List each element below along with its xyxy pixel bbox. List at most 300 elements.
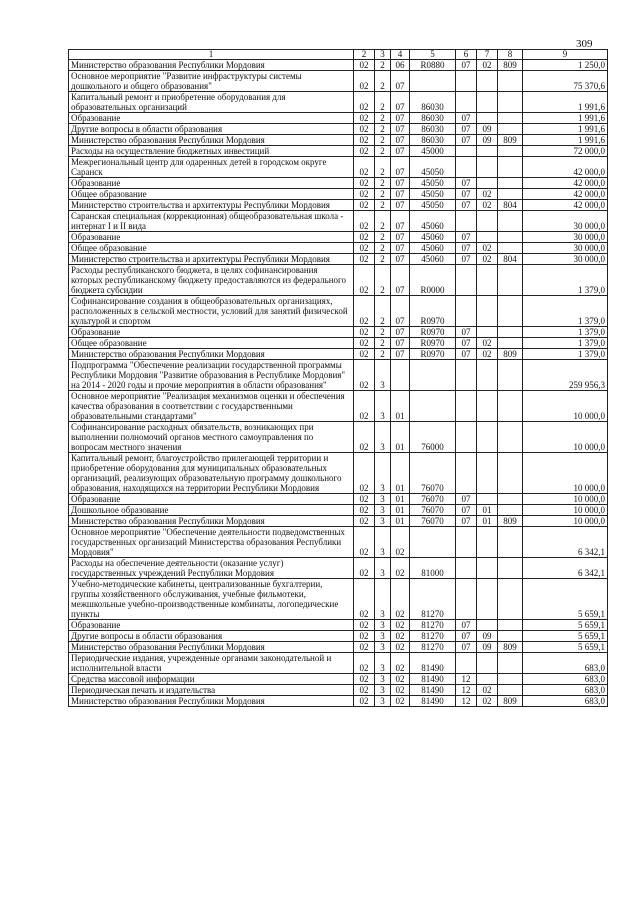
amount-cell: 10 000,0 [523,516,608,527]
code-cell: 02 [354,505,375,516]
code-cell: 01 [391,391,410,422]
subsection-cell: 09 [477,124,498,135]
item-name-cell: Министерство образования Республики Мордовия [69,60,354,71]
code-cell: 02 [354,92,375,113]
amount-cell: 1 379,0 [523,265,608,296]
target-code-cell: 45060 [410,211,456,232]
subsection-cell [477,494,498,505]
item-name-cell: Периодические издания, учрежденные органами законодательной и исполнительной власти [69,653,354,674]
target-code-cell: 81490 [410,685,456,696]
code-cell: 3 [375,620,391,631]
ministry-code-cell [498,232,523,243]
item-name-cell: Учебно-методические кабинеты, централизованные бухгалтерии, группы хозяйственного обслуживания, учебные фильмотеки, межшкольные учебно-производственные комбинаты, логопедические пункты [69,579,354,620]
item-name-cell: Расходы республиканского бюджета, в целях софинансирования которых республиканскому бюджету предоставляются из федерального бюджета субсидии [69,265,354,296]
column-header: 4 [391,50,410,60]
code-cell: 07 [391,327,410,338]
code-cell: 2 [375,296,391,327]
code-cell: 02 [354,579,375,620]
amount-cell: 10 000,0 [523,391,608,422]
table-row [69,265,608,296]
target-code-cell: 76070 [410,453,456,494]
section-cell: 12 [456,685,477,696]
amount-cell: 1 379,0 [523,296,608,327]
ministry-code-cell [498,124,523,135]
section-cell: 07 [456,200,477,211]
column-header: 7 [477,50,498,60]
code-cell: 02 [354,631,375,642]
code-cell: 2 [375,338,391,349]
ministry-code-cell [498,505,523,516]
code-cell: 02 [354,527,375,558]
code-cell: 07 [391,135,410,146]
code-cell: 02 [391,558,410,579]
code-cell: 02 [354,516,375,527]
item-name-cell: Общее образование [69,189,354,200]
subsection-cell: 09 [477,135,498,146]
table-row [69,135,608,146]
subsection-cell: 02 [477,200,498,211]
target-code-cell: 81490 [410,696,456,707]
code-cell: 02 [354,685,375,696]
code-cell: 3 [375,558,391,579]
ministry-code-cell [498,360,523,391]
item-name-cell: Основное мероприятие "Реализация механизмов оценки и обеспечения качества образования в соответствии с государственными образовательными стандартами" [69,391,354,422]
ministry-code-cell [498,391,523,422]
section-cell: 07 [456,516,477,527]
ministry-code-cell [498,157,523,178]
ministry-code-cell: 809 [498,696,523,707]
subsection-cell [477,92,498,113]
code-cell: 3 [375,505,391,516]
code-cell: 3 [375,653,391,674]
table-row [69,494,608,505]
table-row [69,579,608,620]
subsection-cell [477,113,498,124]
table-row [69,527,608,558]
code-cell: 02 [354,349,375,360]
target-code-cell: 45060 [410,243,456,254]
code-cell: 02 [354,338,375,349]
code-cell: 3 [375,516,391,527]
table-row [69,631,608,642]
subsection-cell: 02 [477,243,498,254]
code-cell: 3 [375,674,391,685]
item-name-cell: Министерство строительства и архитектуры Республики Мордовия [69,200,354,211]
item-name-cell: Образование [69,620,354,631]
section-cell [456,453,477,494]
section-cell [456,71,477,92]
section-cell [456,92,477,113]
target-code-cell: 76070 [410,494,456,505]
table-row [69,92,608,113]
code-cell: 02 [354,200,375,211]
item-name-cell: Капитальный ремонт, благоустройство прилегающей территории и приобретение оборудования для муниципальных образовательных организаций, реализующих образовательную программу дошкольного образования, находящихся на территории Республики Мордовия [69,453,354,494]
code-cell: 07 [391,146,410,157]
subsection-cell [477,453,498,494]
ministry-code-cell [498,243,523,254]
section-cell: 07 [456,243,477,254]
code-cell: 3 [375,453,391,494]
amount-cell: 10 000,0 [523,494,608,505]
section-cell: 07 [456,620,477,631]
subsection-cell [477,674,498,685]
item-name-cell: Министерство образования Республики Мордовия [69,642,354,653]
code-cell: 02 [354,327,375,338]
table-row [69,642,608,653]
subsection-cell [477,360,498,391]
table-row [69,505,608,516]
ministry-code-cell [498,579,523,620]
table-row [69,178,608,189]
item-name-cell: Расходы на осуществление бюджетных инвестиций [69,146,354,157]
code-cell: 07 [391,349,410,360]
table-row [69,422,608,453]
ministry-code-cell [498,71,523,92]
table-row [69,200,608,211]
table-row [69,685,608,696]
subsection-cell [477,232,498,243]
code-cell: 02 [354,178,375,189]
section-cell: 07 [456,232,477,243]
item-name-cell: Основное мероприятие "Обеспечение деятельности подведомственных государственных организаций Министерства образования Республики Мордовия" [69,527,354,558]
item-name-cell: Периодическая печать и издательства [69,685,354,696]
column-header: 2 [354,50,375,60]
code-cell: 2 [375,254,391,265]
section-cell [456,653,477,674]
target-code-cell: R0970 [410,338,456,349]
target-code-cell [410,360,456,391]
code-cell: 2 [375,60,391,71]
amount-cell: 5 659,1 [523,642,608,653]
target-code-cell: 45060 [410,232,456,243]
code-cell: 2 [375,327,391,338]
target-code-cell: R0000 [410,265,456,296]
code-cell: 2 [375,211,391,232]
table-row [69,243,608,254]
code-cell: 02 [354,642,375,653]
table-row [69,453,608,494]
amount-cell: 6 342,1 [523,558,608,579]
section-cell: 07 [456,349,477,360]
subsection-cell [477,558,498,579]
code-cell: 01 [391,494,410,505]
table-body [69,60,608,707]
section-cell [456,146,477,157]
section-cell: 07 [456,494,477,505]
subsection-cell [477,178,498,189]
table-row [69,71,608,92]
code-cell: 3 [375,494,391,505]
subsection-cell [477,71,498,92]
ministry-code-cell [498,453,523,494]
amount-cell: 30 000,0 [523,254,608,265]
code-cell: 07 [391,211,410,232]
subsection-cell: 02 [477,349,498,360]
subsection-cell [477,327,498,338]
amount-cell: 30 000,0 [523,232,608,243]
code-cell: 2 [375,124,391,135]
ministry-code-cell [498,631,523,642]
table-row [69,60,608,71]
amount-cell: 683,0 [523,653,608,674]
section-cell: 12 [456,674,477,685]
item-name-cell: Основное мероприятие "Развитие инфраструктуры системы дошкольного и общего образования" [69,71,354,92]
target-code-cell: 76070 [410,516,456,527]
code-cell: 02 [391,685,410,696]
target-code-cell: 81270 [410,642,456,653]
ministry-code-cell: 809 [498,60,523,71]
code-cell: 07 [391,71,410,92]
target-code-cell: 81490 [410,653,456,674]
code-cell: 07 [391,243,410,254]
ministry-code-cell [498,211,523,232]
section-cell [456,211,477,232]
item-name-cell: Расходы на обеспечение деятельности (оказание услуг) государственных учреждений Республики Мордовия [69,558,354,579]
section-cell: 07 [456,505,477,516]
ministry-code-cell [498,494,523,505]
column-header: 5 [410,50,456,60]
code-cell: 02 [354,494,375,505]
budget-table [68,49,608,707]
amount-cell: 1 991,6 [523,92,608,113]
item-name-cell: Другие вопросы в области образования [69,631,354,642]
table-row [69,558,608,579]
code-cell: 02 [391,620,410,631]
code-cell: 01 [391,516,410,527]
table-row [69,254,608,265]
amount-cell: 1 991,6 [523,135,608,146]
target-code-cell: 76070 [410,505,456,516]
amount-cell: 42 000,0 [523,178,608,189]
target-code-cell [410,527,456,558]
section-cell: 07 [456,135,477,146]
target-code-cell: 86030 [410,124,456,135]
item-name-cell: Образование [69,232,354,243]
target-code-cell: 45050 [410,178,456,189]
amount-cell: 6 342,1 [523,527,608,558]
subsection-cell: 01 [477,505,498,516]
code-cell: 02 [391,653,410,674]
target-code-cell: 45050 [410,157,456,178]
code-cell: 06 [391,60,410,71]
amount-cell: 75 370,6 [523,71,608,92]
code-cell: 2 [375,232,391,243]
subsection-cell: 09 [477,631,498,642]
code-cell: 02 [354,360,375,391]
code-cell: 3 [375,579,391,620]
ministry-code-cell: 804 [498,254,523,265]
code-cell: 02 [354,696,375,707]
ministry-code-cell [498,527,523,558]
ministry-code-cell: 809 [498,349,523,360]
target-code-cell: 81270 [410,579,456,620]
amount-cell: 42 000,0 [523,157,608,178]
code-cell: 02 [354,71,375,92]
amount-cell: 683,0 [523,685,608,696]
target-code-cell: 45000 [410,146,456,157]
item-name-cell: Образование [69,178,354,189]
subsection-cell [477,527,498,558]
code-cell: 02 [354,391,375,422]
code-cell: 07 [391,265,410,296]
target-code-cell: 81000 [410,558,456,579]
section-cell [456,360,477,391]
amount-cell: 42 000,0 [523,200,608,211]
target-code-cell: R0970 [410,327,456,338]
target-code-cell: R0970 [410,349,456,360]
code-cell: 02 [354,620,375,631]
table-row [69,146,608,157]
item-name-cell: Подпрограмма "Обеспечение реализации государственной программы Республики Мордовия "Развитие образования в Республике Мордовия" на 2014 - 2020 годы и прочие мероприятия в области образования" [69,360,354,391]
ministry-code-cell [498,178,523,189]
code-cell: 2 [375,92,391,113]
code-cell: 3 [375,685,391,696]
item-name-cell: Софинансирование создания в общеобразовательных организациях, расположенных в сельской местности, условий для занятий физической культурой и спортом [69,296,354,327]
table-row [69,157,608,178]
section-cell [456,579,477,620]
column-header: 1 [69,50,354,60]
table-row [69,296,608,327]
code-cell: 02 [354,124,375,135]
subsection-cell [477,296,498,327]
subsection-cell: 02 [477,60,498,71]
target-code-cell [410,391,456,422]
ministry-code-cell: 809 [498,516,523,527]
ministry-code-cell [498,685,523,696]
ministry-code-cell [498,113,523,124]
code-cell: 07 [391,157,410,178]
ministry-code-cell: 804 [498,200,523,211]
target-code-cell: 45050 [410,200,456,211]
code-cell: 07 [391,200,410,211]
subsection-cell [477,422,498,453]
item-name-cell: Министерство образования Республики Мордовия [69,349,354,360]
ministry-code-cell [498,620,523,631]
section-cell: 07 [456,124,477,135]
table-row [69,391,608,422]
amount-cell: 10 000,0 [523,505,608,516]
code-cell: 02 [354,211,375,232]
table-row [69,349,608,360]
subsection-cell [477,620,498,631]
code-cell: 2 [375,113,391,124]
ministry-code-cell: 809 [498,642,523,653]
amount-cell: 30 000,0 [523,211,608,232]
ministry-code-cell [498,296,523,327]
subsection-cell [477,265,498,296]
ministry-code-cell [498,327,523,338]
ministry-code-cell [498,674,523,685]
section-cell [456,422,477,453]
code-cell: 02 [391,696,410,707]
column-header: 6 [456,50,477,60]
subsection-cell [477,157,498,178]
code-cell: 07 [391,178,410,189]
target-code-cell: 86030 [410,113,456,124]
code-cell [391,360,410,391]
code-cell: 01 [391,505,410,516]
section-cell: 07 [456,338,477,349]
code-cell: 2 [375,189,391,200]
subsection-cell [477,579,498,620]
code-cell: 02 [354,653,375,674]
page-number: 309 [576,38,593,50]
table-row [69,360,608,391]
section-cell [456,558,477,579]
item-name-cell: Министерство образования Республики Мордовия [69,135,354,146]
code-cell: 3 [375,631,391,642]
section-cell: 07 [456,60,477,71]
target-code-cell: 81270 [410,620,456,631]
ministry-code-cell [498,265,523,296]
target-code-cell: R0880 [410,60,456,71]
item-name-cell: Общее образование [69,243,354,254]
code-cell: 02 [391,631,410,642]
subsection-cell [477,391,498,422]
amount-cell: 72 000,0 [523,146,608,157]
table-row [69,674,608,685]
code-cell: 02 [354,265,375,296]
section-cell: 07 [456,178,477,189]
code-cell: 02 [354,422,375,453]
amount-cell: 1 991,6 [523,113,608,124]
target-code-cell: 86030 [410,92,456,113]
table-row [69,124,608,135]
section-cell [456,296,477,327]
section-cell: 07 [456,631,477,642]
section-cell: 07 [456,327,477,338]
amount-cell: 30 000,0 [523,243,608,254]
code-cell: 02 [391,642,410,653]
subsection-cell: 02 [477,338,498,349]
table-row [69,232,608,243]
code-cell: 07 [391,254,410,265]
ministry-code-cell [498,653,523,674]
code-cell: 02 [354,296,375,327]
code-cell: 02 [354,558,375,579]
amount-cell: 10 000,0 [523,422,608,453]
amount-cell: 683,0 [523,696,608,707]
ministry-code-cell [498,558,523,579]
amount-cell: 1 250,0 [523,60,608,71]
code-cell: 2 [375,146,391,157]
code-cell: 02 [354,60,375,71]
item-name-cell: Министерство строительства и архитектуры Республики Мордовия [69,254,354,265]
code-cell: 07 [391,232,410,243]
code-cell: 02 [391,674,410,685]
item-name-cell: Образование [69,113,354,124]
subsection-cell [477,146,498,157]
item-name-cell: Другие вопросы в области образования [69,124,354,135]
table-row [69,113,608,124]
code-cell: 3 [375,527,391,558]
target-code-cell: 81490 [410,674,456,685]
subsection-cell: 02 [477,189,498,200]
code-cell: 3 [375,642,391,653]
code-cell: 02 [391,527,410,558]
ministry-code-cell [498,146,523,157]
ministry-code-cell [498,422,523,453]
subsection-cell: 02 [477,685,498,696]
amount-cell: 1 379,0 [523,349,608,360]
code-cell: 2 [375,349,391,360]
target-code-cell: 76000 [410,422,456,453]
code-cell: 3 [375,391,391,422]
table-row [69,338,608,349]
item-name-cell: Дошкольное образование [69,505,354,516]
code-cell: 01 [391,422,410,453]
table-row [69,327,608,338]
